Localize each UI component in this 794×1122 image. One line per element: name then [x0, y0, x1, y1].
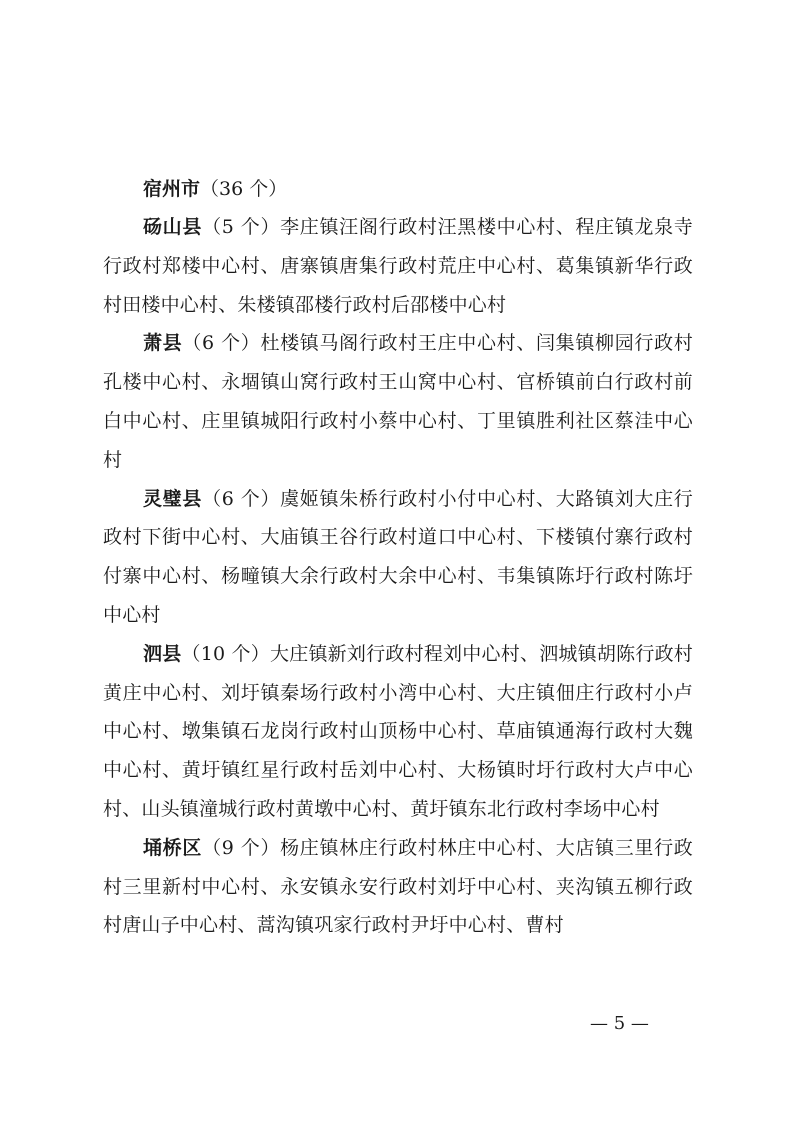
county-count: （5 个） [202, 216, 281, 238]
page-number: — 5 — [590, 1013, 649, 1034]
county-name: 萧县 [143, 332, 183, 355]
county-paragraph-lingbi [103, 480, 693, 635]
document-body [103, 170, 693, 945]
county-count: （9 个） [202, 836, 281, 859]
county-villages: 大庄镇新刘行政村程刘中心村、泗城镇胡陈行政村黄庄中心村、刘圩镇秦场行政村小湾中心村、大庄镇佃庄行政村小卢中心村、墩集镇石龙岗行政村山顶杨中心村、草庙镇通海行政村大魏中心村、黄圩镇红星行政村岳刘中心村、大杨镇时圩行政村大卢中心村、山头镇潼城行政村黄墩中心村、黄圩镇东北行政村李场中心村 [103, 642, 693, 820]
county-name: 埇桥区 [143, 836, 203, 859]
county-villages: 杨庄镇林庄行政村林庄中心村、大店镇三里行政村三里新村中心村、永安镇永安行政村刘圩中心村、夹沟镇五柳行政村唐山子中心村、蒿沟镇巩家行政村尹圩中心村、曹村 [103, 836, 693, 937]
county-name: 泗县 [143, 642, 182, 665]
county-villages: 杜楼镇马阁行政村王庄中心村、闫集镇柳园行政村孔楼中心村、永堌镇山窝行政村王山窝中心村、官桥镇前白行政村前白中心村、庄里镇城阳行政村小蔡中心村、丁里镇胜利社区蔡洼中心村 [103, 332, 693, 471]
county-name: 灵璧县 [143, 487, 203, 510]
county-villages: 虞姬镇朱桥行政村小付中心村、大路镇刘大庄行政村下街中心村、大庙镇王谷行政村道口中心村、下楼镇付寨行政村付寨中心村、杨疃镇大余行政村大余中心村、韦集镇陈圩行政村陈圩中心村 [103, 487, 693, 626]
city-name: 宿州市 [143, 178, 201, 200]
county-count: （6 个） [202, 487, 281, 510]
county-count: （6 个） [182, 332, 261, 355]
city-count: （36 个） [200, 178, 288, 200]
county-villages: 李庄镇汪阁行政村汪黑楼中心村、程庄镇龙泉寺行政村郑楼中心村、唐寨镇唐集行政村荒庄中心村、葛集镇新华行政村田楼中心村、朱楼镇邵楼行政村后邵楼中心村 [103, 216, 693, 316]
county-count: （10 个） [181, 642, 270, 665]
county-paragraph-xiaoxian [103, 324, 693, 479]
county-paragraph-yongqiao [103, 829, 693, 945]
city-heading [103, 170, 693, 208]
county-name: 砀山县 [143, 216, 203, 238]
county-paragraph-dangshan [103, 208, 693, 324]
county-paragraph-sixian [103, 635, 693, 829]
